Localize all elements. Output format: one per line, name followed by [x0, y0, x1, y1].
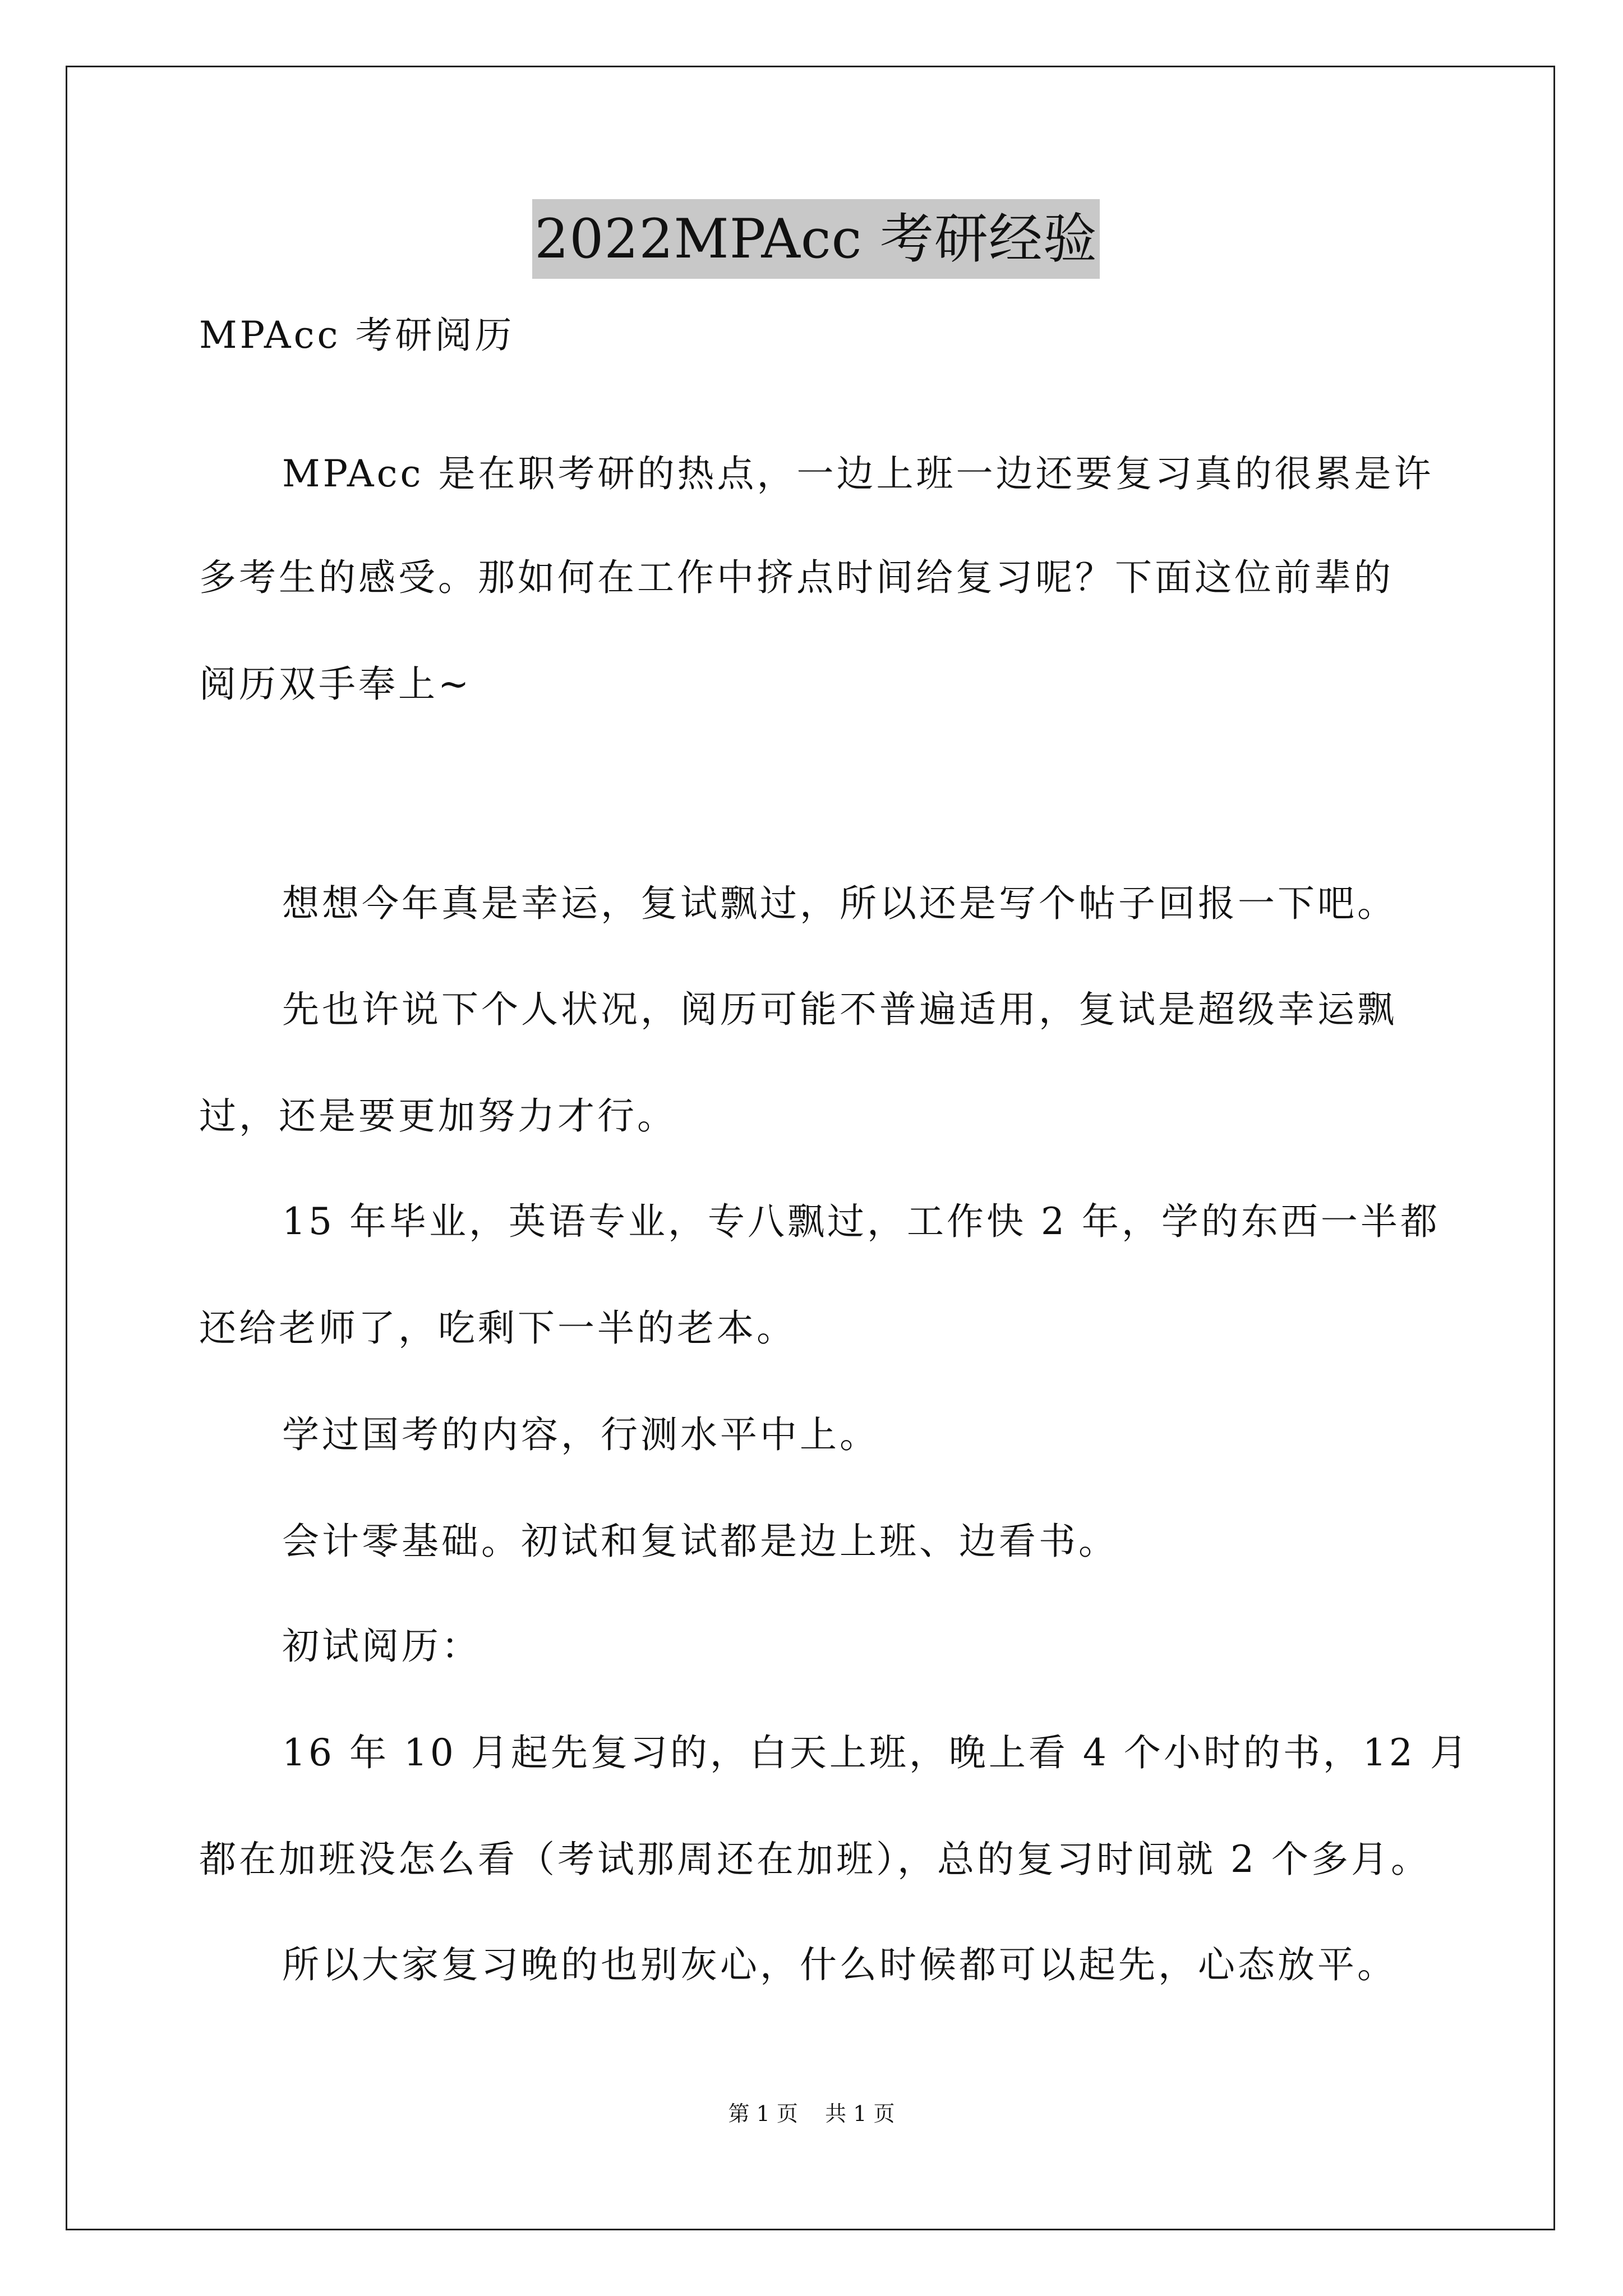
paragraph-line: 想想今年真是幸运，复试飘过，所以还是写个帖子回报一下吧。 [282, 882, 1397, 925]
paragraph-line: 所以大家复习晚的也别灰心，什么时候都可以起先，心态放平。 [282, 1943, 1397, 1986]
paragraph-line: 还给老师了，吃剩下一半的老本。 [199, 1306, 796, 1350]
title-container [199, 199, 1433, 279]
paragraph-line: 初试阅历： [282, 1625, 481, 1668]
paragraph-line: 16 年 10 月起先复习的，白天上班，晚上看 4 个小时的书，12 月 [282, 1731, 1470, 1774]
paragraph-line: 阅历双手奉上~ [199, 662, 472, 706]
paragraph-line: 过，还是要更加努力才行。 [199, 1094, 677, 1138]
paragraph-line: 学过国考的内容，行测水平中上。 [282, 1413, 879, 1456]
paragraph-line: 15 年毕业，英语专业，专八飘过，工作快 2 年，学的东西一半都 [282, 1200, 1440, 1243]
paragraph-line: 先也许说下个人状况，阅历可能不普遍适用，复试是超级幸运飘 [282, 988, 1397, 1031]
paragraph-line: 多考生的感受。那如何在工作中挤点时间给复习呢？下面这位前辈的 [199, 556, 1394, 599]
subheading: MPAcc 考研阅历 [199, 314, 515, 357]
paragraph-line: MPAcc 是在职考研的热点，一边上班一边还要复习真的很累是许 [282, 452, 1434, 495]
page-border [66, 66, 1555, 2230]
paragraph-line: 都在加班没怎么看（考试那周还在加班），总的复习时间就 2 个多月。 [199, 1838, 1431, 1881]
paragraph-line: 会计零基础。初试和复试都是边上班、边看书。 [282, 1520, 1118, 1563]
page-footer: 第 1 页 共 1 页 [728, 2101, 895, 2126]
document-title: 2022MPAcc 考研经验 [532, 199, 1100, 279]
